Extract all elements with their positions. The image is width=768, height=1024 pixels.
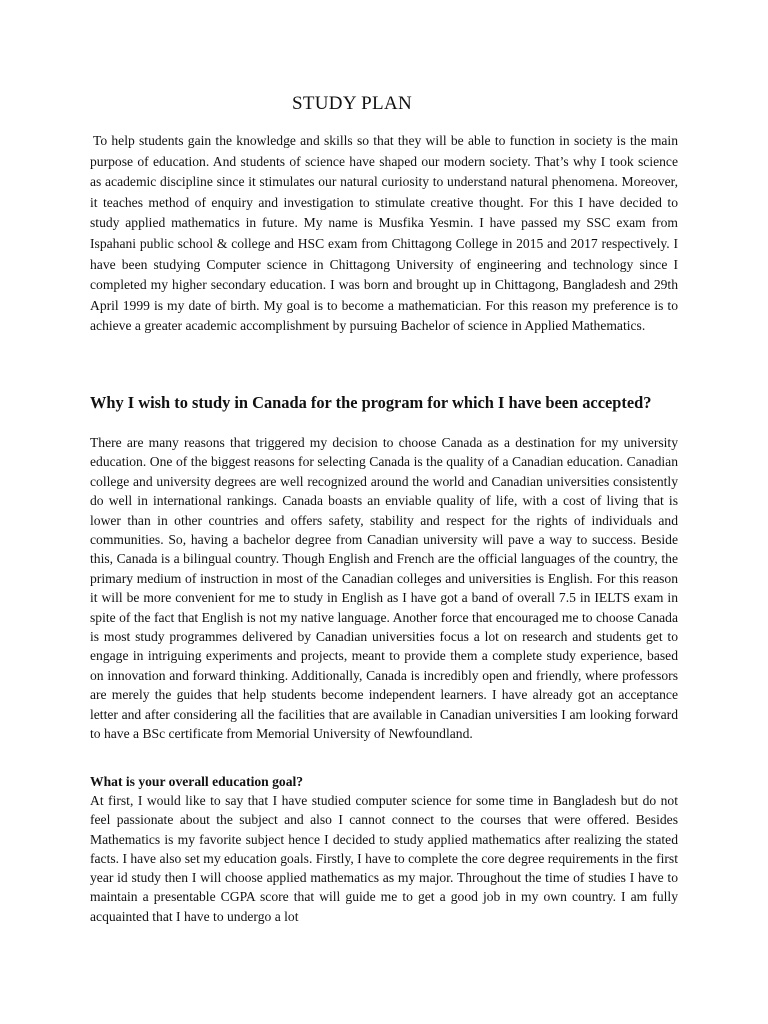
section-heading-why-canada: Why I wish to study in Canada for the program for which I have been accepted? (90, 393, 652, 412)
why-canada-paragraph: There are many reasons that triggered my decision to choose Canada as a destination for my university education. One of the biggest reasons for selecting Canada is the quality of a Canadian education. Canadian college and university degrees are well recognized around the world and Canadian universities consistently do well in international rankings. Canada boasts an enviable quality of life, with a cost of living that is lower than in other countries and offers safety, stability and respect for the rights of individuals and communities. So, having a bachelor degree from Canadian university will pave a way to success. Beside this, Canada is a bilingual country. Though English and French are the official languages of the country, the primary medium of instruction in most of the Canadian colleges and universities is English. For this reason it will be more convenient for me to study in English as I have got a band of overall 7.5 in IELTS exam in spite of the fact that English is not my native language. Another force that encouraged me to choose Canada is most study programmes delivered by Canadian universities focus a lot on research and students get to engage in intriguing experiments and projects, meant to provide them a complete study experience, based on innovation and forward thinking. Additionally, Canada is incredibly open and friendly, where professors are merely the guides that help students become independent learners. I have already got an acceptance letter and after considering all the facilities that are available in Canadian universities I am looking forward to have a BSc certificate from Memorial University of Newfoundland. (90, 435, 678, 742)
page-title (0, 93, 768, 115)
section-heading-education-goal: What is your overall education goal? (90, 774, 304, 789)
page-title-text: STUDY PLAN (292, 93, 412, 114)
education-goal-paragraph: At first, I would like to say that I have studied computer science for some time in Bangladesh but do not feel passionate about the subject and also I cannot connect to the courses that were offered. Besides Mathematics is my favorite subject hence I decided to study applied mathematics after realizing the stated facts. I have also set my education goals. Firstly, I have to complete the core degree requirements in the first year id study then I will choose applied mathematics as my major. Throughout the time of studies I have to maintain a presentable CGPA score that will guide me to get a good job in my own country. I am fully acquainted that I have to undergo a lot (90, 793, 678, 924)
intro-paragraph: To help students gain the knowledge and skills so that they will be able to function in society is the main purpose of education. And students of science have shaped our modern society. That’s why I took science as academic discipline since it stimulates our natural curiosity to understand natural phenomena. Moreover, it teaches method of enquiry and investigation to stimulate creative thought. For this I have decided to study applied mathematics in future. My name is Musfika Yesmin. I have passed my SSC exam from Ispahani public school & college and HSC exam from Chittagong College in 2015 and 2017 respectively. I have been studying Computer science in Chittagong University of engineering and technology since I completed my higher secondary education. I was born and brought up in Chittagong, Bangladesh and 29th April 1999 is my date of birth. My goal is to become a mathematician. For this reason my preference is to achieve a greater academic accomplishment by pursuing Bachelor of science in Applied Mathematics. (90, 133, 678, 334)
